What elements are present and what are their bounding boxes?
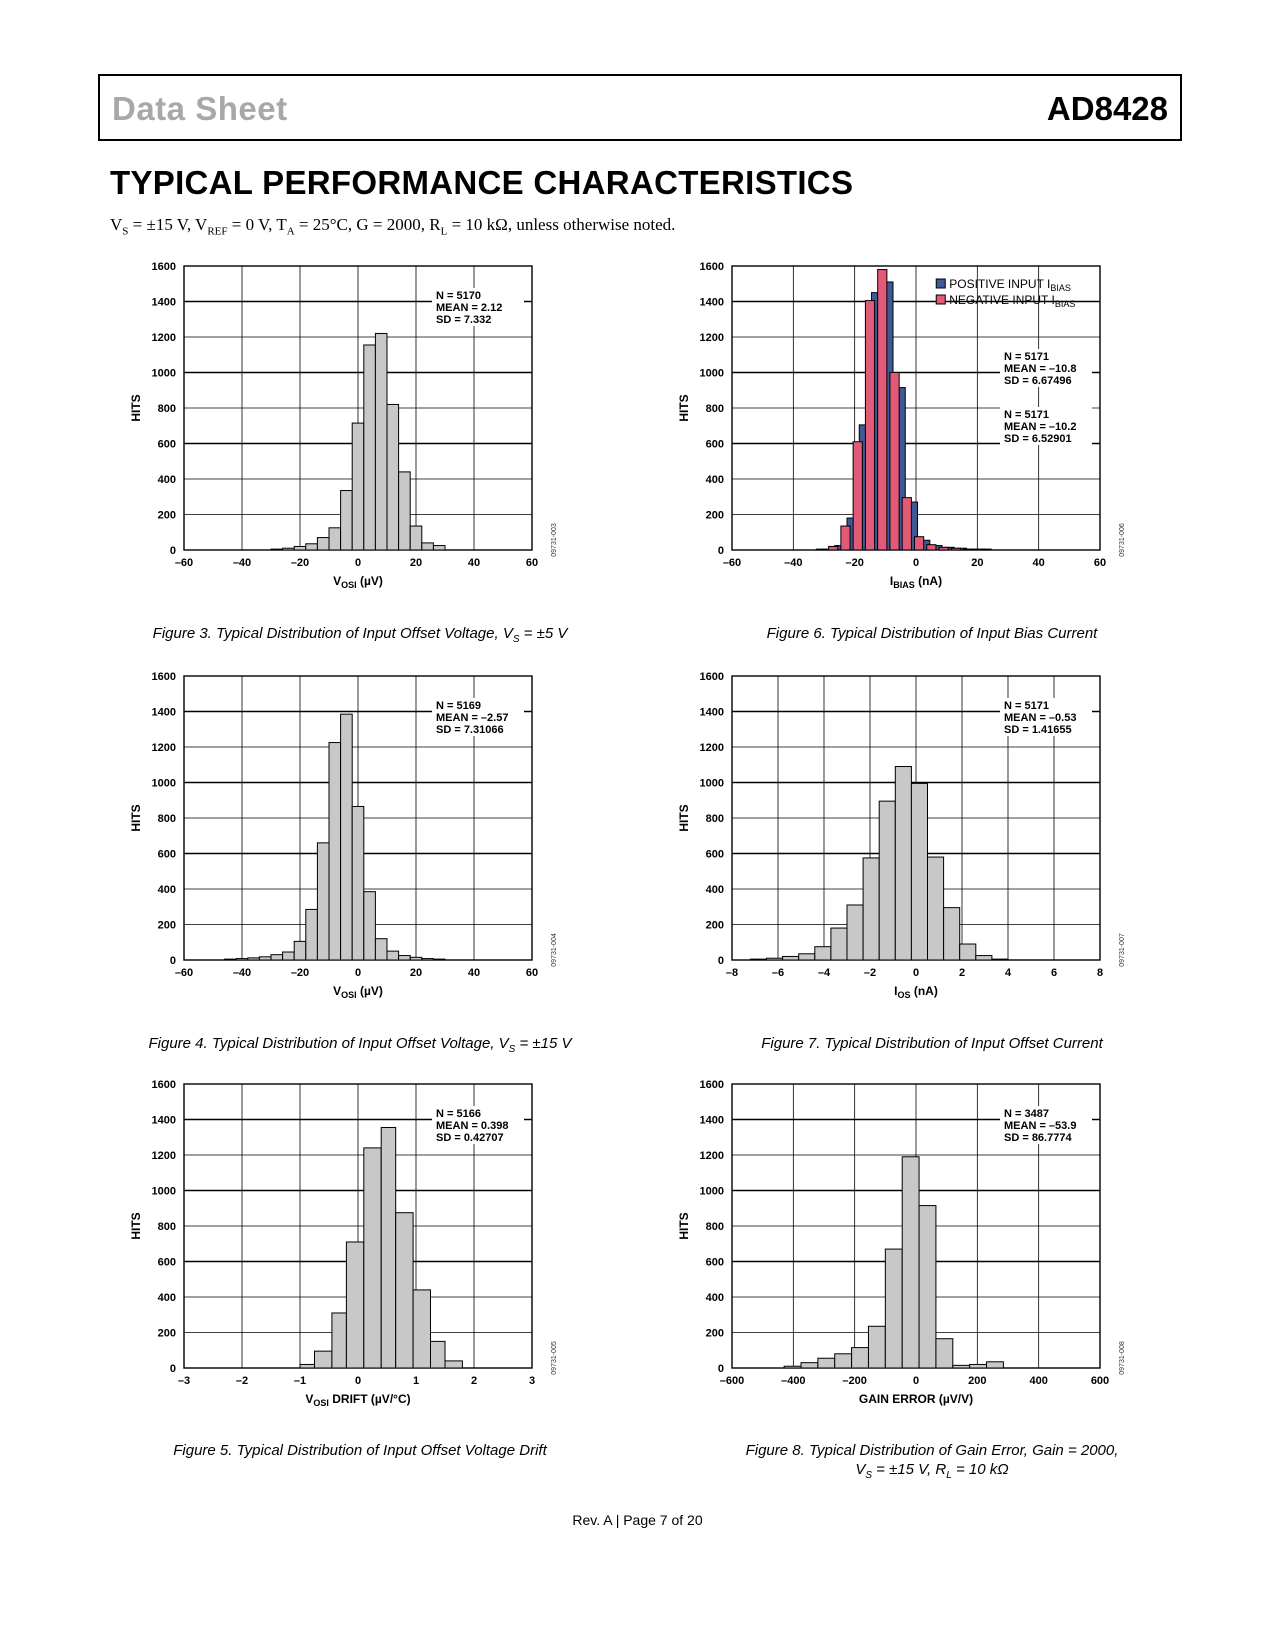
- chart-figure-6: [668, 258, 1158, 598]
- stats-line: SD = 86.7774: [1004, 1132, 1072, 1144]
- y-tick-label: 1000: [151, 777, 176, 790]
- header-left-title: Data Sheet: [112, 90, 288, 127]
- stats-line: MEAN = 2.12: [436, 302, 503, 314]
- y-tick-label: 0: [717, 955, 724, 967]
- histogram-bar: [399, 956, 411, 960]
- y-tick-label: 1000: [699, 367, 724, 380]
- x-tick-label: 40: [467, 557, 481, 569]
- y-tick-label: 1600: [699, 261, 724, 273]
- histogram-bar: [248, 958, 260, 960]
- histogram-bar: [329, 743, 341, 960]
- histogram-bar: [847, 905, 863, 960]
- y-tick-label: 400: [157, 1292, 176, 1304]
- y-tick-label: 1600: [699, 671, 724, 683]
- x-tick-label: 60: [525, 557, 539, 569]
- histogram-bar: [332, 1313, 347, 1368]
- histogram-bar: [970, 1364, 987, 1368]
- x-tick-label: –6: [771, 967, 785, 979]
- x-tick-label: –40: [232, 557, 252, 569]
- x-axis-label: $V_{OSI}$ (µV): [333, 574, 383, 590]
- figure-code: 09731-007: [1119, 933, 1126, 967]
- figure-code: 09731-006: [1119, 523, 1126, 557]
- y-tick-label: 800: [705, 1221, 724, 1233]
- x-tick-label: 60: [525, 967, 539, 979]
- histogram-bar: [815, 947, 831, 960]
- histogram-bar: [236, 959, 248, 960]
- histogram-bar: [364, 1148, 381, 1368]
- stats-line: N = 3487: [1004, 1108, 1049, 1120]
- x-tick-label: 8: [1096, 967, 1104, 979]
- y-tick-label: 1000: [151, 1185, 176, 1198]
- histogram-bar: [364, 345, 376, 550]
- histogram-bar: [283, 548, 295, 550]
- stats-line: N = 5170: [436, 290, 481, 302]
- histogram-bar: [341, 714, 353, 960]
- histogram-bar: [801, 1363, 818, 1368]
- stats-line: MEAN = –0.53: [1004, 712, 1077, 724]
- caption-figure-6: Figure 6. Typical Distribution of Input Bias Current: [766, 625, 1098, 642]
- y-tick-label: 400: [705, 1292, 724, 1304]
- stats-line: SD = 1.41655: [1004, 724, 1072, 736]
- legend-label: NEGATIVE INPUT $I_{BIAS}$: [949, 293, 1076, 309]
- legend-label: POSITIVE INPUT $I_{BIAS}$: [949, 277, 1071, 293]
- x-tick-label: –60: [174, 967, 194, 979]
- histogram-bar: [953, 1365, 970, 1368]
- x-tick-label: –400: [781, 1375, 806, 1387]
- histogram-bar: [352, 806, 364, 960]
- caption-figure-8: Figure 8. Typical Distribution of Gain Error, Gain = 2000, $V_S = \pm 15$ V, $R_L = 10$ kΩ: [745, 1442, 1119, 1481]
- x-tick-label: –2: [863, 967, 877, 979]
- x-tick-label: 4: [1004, 967, 1012, 979]
- histogram-bar: [387, 951, 399, 960]
- y-tick-label: 200: [705, 509, 724, 522]
- chart-figure-3: [120, 258, 590, 598]
- histogram-bar: [936, 1339, 953, 1368]
- y-tick-label: 0: [169, 545, 176, 557]
- caption-figure-7: Figure 7. Typical Distribution of Input Offset Current: [761, 1035, 1103, 1052]
- y-tick-label: 1200: [151, 742, 176, 754]
- stats-line: N = 5171: [1004, 351, 1049, 363]
- y-tick-label: 200: [705, 919, 724, 932]
- histogram-bar: [271, 549, 283, 550]
- y-tick-label: 0: [717, 1363, 724, 1375]
- x-tick-label: 200: [968, 1375, 987, 1387]
- histogram-bar-negative: [878, 270, 887, 550]
- x-tick-label: –3: [177, 1375, 191, 1387]
- y-tick-label: 1400: [151, 296, 176, 309]
- y-tick-label: 1600: [151, 671, 176, 683]
- y-tick-label: 1000: [699, 777, 724, 790]
- figure-code: 09731-005: [551, 1341, 558, 1375]
- y-tick-label: 800: [157, 403, 176, 415]
- x-tick-label: 60: [1093, 557, 1107, 569]
- y-tick-label: 1400: [699, 296, 724, 309]
- histogram-bar: [783, 956, 799, 960]
- y-tick-label: 600: [157, 438, 176, 451]
- histogram-bar-negative: [829, 546, 838, 550]
- histogram-bar-negative: [939, 547, 948, 550]
- stats-line: N = 5169: [436, 700, 481, 712]
- histogram-bar: [410, 957, 422, 960]
- stats-box: [1000, 1106, 1092, 1144]
- x-axis-label: $V_{OSI}$ DRIFT (µV/°C): [305, 1392, 411, 1408]
- x-tick-label: 0: [912, 967, 920, 979]
- legend-swatch: [936, 295, 945, 304]
- histogram-bar: [259, 957, 271, 960]
- y-axis-label: HITS: [129, 394, 143, 422]
- x-tick-label: –200: [842, 1375, 867, 1387]
- y-tick-label: 1600: [151, 261, 176, 273]
- histogram-bar-negative: [841, 526, 850, 550]
- histogram-bar: [767, 958, 783, 960]
- histogram-bar-negative: [853, 442, 862, 550]
- stats-line: MEAN = 0.398: [436, 1120, 509, 1132]
- y-tick-label: 600: [705, 438, 724, 451]
- x-tick-label: 40: [1032, 557, 1045, 569]
- x-axis-label: $I_{BIAS}$ (nA): [889, 574, 943, 590]
- histogram-bar: [413, 1290, 430, 1368]
- y-tick-label: 0: [169, 1363, 176, 1375]
- stats-line: N = 5166: [436, 1108, 481, 1120]
- y-tick-label: 1200: [151, 1150, 176, 1162]
- y-tick-label: 800: [157, 813, 176, 825]
- legend-swatch: [936, 279, 945, 288]
- stats-negative: [1000, 407, 1092, 445]
- header-part-number: AD8428: [1046, 90, 1168, 127]
- histogram-bar: [381, 1127, 396, 1368]
- y-tick-label: 200: [157, 919, 176, 932]
- x-tick-label: 3: [528, 1375, 536, 1387]
- histogram-bar: [928, 857, 944, 960]
- y-tick-label: 0: [169, 955, 176, 967]
- stats-line: MEAN = –2.57: [436, 712, 509, 724]
- histogram-bar: [902, 1157, 919, 1368]
- caption-figure-5: Figure 5. Typical Distribution of Input Offset Voltage Drift: [173, 1442, 547, 1459]
- histogram-bar: [831, 928, 847, 960]
- y-tick-label: 1000: [151, 367, 176, 380]
- histogram-bar: [868, 1326, 885, 1368]
- y-tick-label: 1400: [151, 1114, 176, 1127]
- histogram-bar-negative: [927, 545, 936, 550]
- y-tick-label: 600: [705, 848, 724, 861]
- stats-line: N = 5171: [1004, 700, 1049, 712]
- histogram-bar-negative: [902, 498, 911, 550]
- histogram-bar: [422, 959, 434, 960]
- stats-line: MEAN = –10.8: [1004, 363, 1077, 375]
- histogram-bar: [294, 941, 306, 960]
- chart-figure-7: [668, 668, 1158, 1008]
- y-tick-label: 1600: [699, 1079, 724, 1091]
- x-tick-label: –2: [235, 1375, 249, 1387]
- x-axis-label: $V_{OSI}$ (µV): [333, 984, 383, 1000]
- histogram-bar: [433, 546, 445, 550]
- chart-figure-5: [120, 1076, 590, 1416]
- y-tick-label: 1200: [699, 332, 724, 344]
- x-tick-label: 40: [467, 967, 481, 979]
- stats-line: SD = 6.52901: [1004, 433, 1072, 445]
- histogram-bar: [911, 783, 927, 960]
- y-tick-label: 1200: [699, 1150, 724, 1162]
- x-tick-label: 2: [470, 1375, 478, 1387]
- histogram-bar: [992, 959, 1008, 960]
- x-tick-label: 20: [409, 557, 423, 569]
- stats-line: MEAN = –53.9: [1004, 1120, 1077, 1132]
- y-axis-label: HITS: [129, 804, 143, 832]
- histogram-bar: [863, 858, 879, 960]
- x-tick-label: –20: [290, 967, 310, 979]
- histogram-bar: [271, 955, 283, 960]
- caption-figure-3: Figure 3. Typical Distribution of Input Offset Voltage, $V_S = \pm 5$ V: [152, 625, 568, 645]
- x-tick-label: –4: [817, 967, 831, 979]
- chart-figure-8: [668, 1076, 1158, 1416]
- histogram-bar: [306, 544, 318, 550]
- y-tick-label: 0: [717, 545, 724, 557]
- x-tick-label: –60: [722, 557, 742, 569]
- y-tick-label: 800: [705, 813, 724, 825]
- x-tick-label: 6: [1050, 967, 1058, 979]
- histogram-bar: [364, 892, 376, 960]
- stats-line: SD = 6.67496: [1004, 375, 1072, 387]
- y-tick-label: 400: [705, 474, 724, 486]
- histogram-bar: [818, 1358, 835, 1368]
- histogram-bar: [445, 1361, 462, 1368]
- y-tick-label: 1400: [151, 706, 176, 719]
- histogram-bar: [317, 538, 329, 550]
- histogram-bar: [283, 952, 295, 960]
- histogram-bar: [306, 909, 318, 960]
- y-tick-label: 400: [157, 884, 176, 896]
- histogram-bar-negative: [865, 301, 874, 550]
- x-tick-label: 600: [1090, 1375, 1110, 1387]
- histogram-bar: [431, 1341, 446, 1368]
- y-axis-label: HITS: [677, 1212, 691, 1240]
- y-tick-label: 600: [157, 1256, 176, 1269]
- figure-code: 09731-008: [1119, 1341, 1126, 1375]
- histogram-bar: [976, 956, 992, 960]
- x-tick-label: 2: [958, 967, 966, 979]
- section-title: TYPICAL PERFORMANCE CHARACTERISTICS: [110, 164, 854, 201]
- x-tick-label: 0: [912, 1375, 920, 1387]
- x-tick-label: 1: [412, 1375, 420, 1387]
- x-tick-label: 20: [971, 557, 984, 569]
- histogram-bar: [375, 333, 387, 550]
- test-conditions: $V_S = \pm 15$ V, $V_{REF} = 0$ V, $T_A = 25^\circ C$, G = 2000, $R_L = 10$ kΩ, unless otherwise noted.: [110, 215, 676, 238]
- stats-box: [432, 698, 524, 736]
- x-tick-label: –40: [232, 967, 252, 979]
- histogram-bar: [422, 543, 434, 550]
- y-tick-label: 1400: [699, 1114, 724, 1127]
- caption-figure-4: Figure 4. Typical Distribution of Input Offset Voltage, $V_S = \pm 15$ V: [148, 1035, 572, 1055]
- x-axis-label: GAIN ERROR (µV/V): [858, 1392, 974, 1406]
- x-tick-label: 0: [912, 557, 920, 569]
- y-axis-label: HITS: [129, 1212, 143, 1240]
- stats-line: N = 5171: [1004, 409, 1049, 421]
- x-tick-label: 20: [409, 967, 423, 979]
- chart-figure-4: [120, 668, 590, 1008]
- histogram-bar: [835, 1354, 852, 1368]
- stats-line: SD = 0.42707: [436, 1132, 504, 1144]
- figure-code: 09731-003: [551, 523, 558, 557]
- x-tick-label: 0: [354, 557, 362, 569]
- histogram-bar: [885, 1249, 902, 1368]
- histogram-bar: [410, 526, 422, 550]
- stats-line: MEAN = –10.2: [1004, 421, 1077, 433]
- figure-code: 09731-004: [551, 933, 558, 967]
- histogram-bar: [944, 908, 960, 960]
- x-tick-label: –40: [784, 557, 803, 569]
- histogram-bar-negative: [914, 537, 923, 550]
- y-tick-label: 600: [157, 848, 176, 861]
- histogram-bar-negative: [951, 548, 960, 550]
- histogram-bar: [399, 472, 411, 550]
- histogram-bar: [329, 528, 341, 550]
- histogram-bar: [375, 939, 387, 960]
- page-footer: Rev. A | Page 7 of 20: [572, 1512, 703, 1528]
- histogram-bar: [852, 1348, 869, 1368]
- histogram-bar: [315, 1351, 332, 1368]
- histogram-bar: [987, 1362, 1004, 1368]
- histogram-bar: [433, 959, 445, 960]
- stats-box: [432, 288, 524, 326]
- x-tick-label: 0: [354, 1375, 362, 1387]
- histogram-bar: [225, 959, 237, 960]
- x-tick-label: –60: [174, 557, 194, 569]
- histogram-bar: [341, 491, 353, 550]
- y-tick-label: 1200: [151, 332, 176, 344]
- histogram-bar: [919, 1206, 936, 1368]
- y-tick-label: 1000: [699, 1185, 724, 1198]
- stats-box: [432, 1106, 524, 1144]
- stats-positive: [1000, 349, 1092, 387]
- y-tick-label: 1200: [699, 742, 724, 754]
- histogram-bar: [879, 801, 895, 960]
- y-axis-label: HITS: [677, 804, 691, 832]
- x-tick-label: 0: [354, 967, 362, 979]
- x-tick-label: –1: [293, 1375, 307, 1387]
- histogram-bar: [784, 1366, 801, 1368]
- histogram-bar: [396, 1213, 413, 1368]
- page-header: [98, 74, 1182, 141]
- y-tick-label: 800: [705, 403, 724, 415]
- histogram-bar: [294, 546, 306, 550]
- histogram-bar: [799, 954, 815, 960]
- stats-line: SD = 7.332: [436, 314, 492, 326]
- y-tick-label: 200: [157, 1327, 176, 1340]
- histogram-bar-negative: [890, 373, 899, 551]
- histogram-bar-negative: [816, 549, 825, 550]
- y-tick-label: 400: [705, 884, 724, 896]
- x-tick-label: –600: [719, 1375, 745, 1387]
- histogram-bar: [300, 1364, 315, 1368]
- y-tick-label: 400: [157, 474, 176, 486]
- y-tick-label: 600: [705, 1256, 724, 1269]
- stats-line: SD = 7.31066: [436, 724, 504, 736]
- x-tick-label: –8: [725, 967, 739, 979]
- histogram-bar: [750, 959, 766, 960]
- histogram-bar: [387, 404, 399, 550]
- histogram-bar: [317, 843, 329, 960]
- y-tick-label: 200: [705, 1327, 724, 1340]
- histogram-bar: [346, 1242, 363, 1368]
- stats-box: [1000, 698, 1092, 736]
- y-tick-label: 1400: [699, 706, 724, 719]
- y-tick-label: 200: [157, 509, 176, 522]
- histogram-bar: [895, 767, 911, 960]
- x-tick-label: –20: [845, 557, 864, 569]
- histogram-bar: [960, 944, 976, 960]
- x-axis-label: $I_{OS}$ (nA): [894, 984, 938, 1000]
- y-axis-label: HITS: [677, 394, 691, 422]
- y-tick-label: 800: [157, 1221, 176, 1233]
- y-tick-label: 1600: [151, 1079, 176, 1091]
- x-tick-label: 400: [1029, 1375, 1048, 1387]
- x-tick-label: –20: [290, 557, 310, 569]
- histogram-bar-negative: [964, 549, 973, 550]
- histogram-bar: [352, 423, 364, 550]
- histogram-bar-negative: [976, 549, 985, 550]
